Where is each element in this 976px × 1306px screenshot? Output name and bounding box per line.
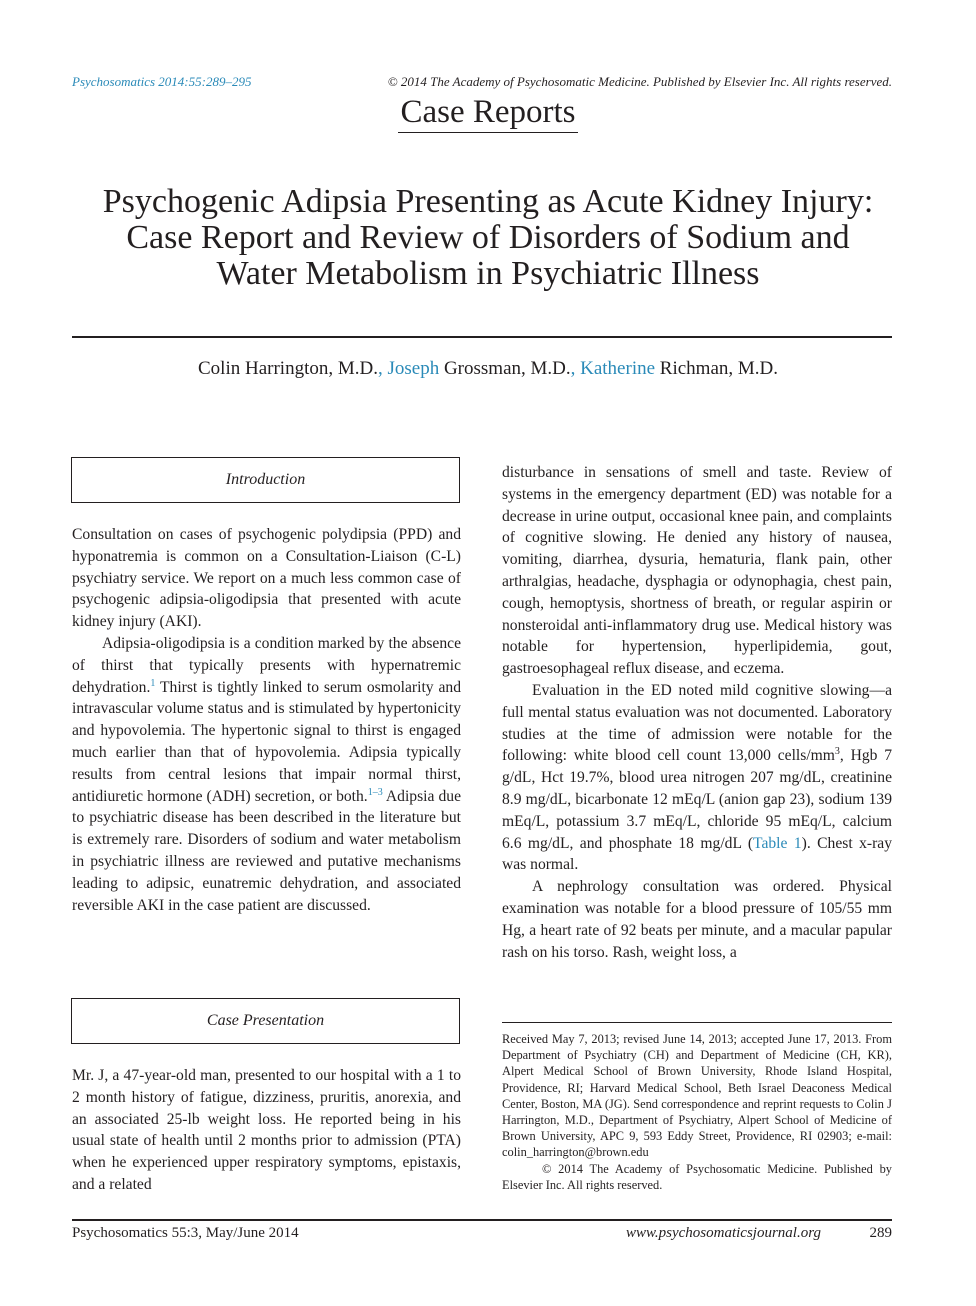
- case-paragraph-1: Mr. J, a 47-year-old man, presented to our hospital with a 1 to 2 month history of fatigue, dizziness, pruritis, anorexia, and an associated 25-lb weight loss. He reported being in his usual state of health until 2 months prior to admission (PTA) when he experienced upper respiratory symptoms, epistaxis, and a related: [72, 1067, 461, 1193]
- case-p2-text-c: ). Chest x-ray was normal.: [502, 834, 892, 874]
- article-footnote: [502, 1031, 892, 1193]
- footer-divider: [72, 1219, 892, 1221]
- page-number: 289: [869, 1225, 892, 1241]
- author-2-link[interactable]: Joseph: [387, 358, 440, 379]
- intro-p2-text-a: Adipsia-oligodipsia is a condition marked by the absence of thirst that typically presents with hypernatremic dehydration.: [72, 634, 461, 696]
- author-3-name: Richman, M.D.: [655, 358, 778, 379]
- superscript-3: 3: [834, 746, 840, 758]
- title-line-1: Psychogenic Adipsia Presenting as Acute Kidney Injury:: [102, 183, 874, 220]
- reference-1-link[interactable]: 1: [150, 677, 156, 689]
- intro-paragraph-1: Consultation on cases of psychogenic polydipsia (PPD) and hyponatremia is common on a Consultation-Liaison (C-L) psychiatry service. We report on a much less common case of psychogenic adipsia-oligodipsia that presented with acute kidney injury (AKI).: [72, 526, 461, 631]
- case-p2-text-a: Evaluation in the ED noted mild cognitive slowing—a full mental status evaluation was not documented. Laboratory studies at the time of admission were notable for the following: white blood cell count 13,000 cells/mm: [502, 681, 892, 765]
- reference-1-3-link[interactable]: 1–3: [367, 786, 383, 798]
- section-label-text: Case Reports: [398, 94, 577, 133]
- author-separator-1: ,: [377, 358, 388, 379]
- footer-citation: Psychosomatics 55:3, May/June 2014: [72, 1225, 299, 1241]
- case-presentation-body-right: [502, 462, 892, 963]
- intro-paragraph-2: [72, 633, 461, 916]
- intro-p2-text-c: Adipsia due to psychiatric disease has been described in the literature but is extremely rare. Disorders of sodium and water metabolism in psychiatric illness are reviewed and putative mechanisms leading to adipsic, eunatremic dehydration, and associated reversible AKI in the case patient are discussed.: [72, 787, 461, 914]
- case-p2-text-b: , Hgb 7 g/dL, Hct 19.7%, blood urea nitrogen 207 mg/dL, creatinine 8.9 mg/dL, bicarbonate 12 mEq/L (anion gap 23), sodium 139 mEq/L, potassium 3.7 mEq/L, chloride 95 mEq/L, calcium 6.6 mg/dL, and phosphate 18 mg/dL (: [502, 747, 892, 852]
- author-1: Colin Harrington, M.D.: [198, 358, 378, 379]
- case-presentation-body-left: [72, 1065, 461, 1196]
- section-label: [0, 92, 976, 132]
- author-list: [0, 358, 976, 380]
- table-1-link[interactable]: Table 1: [753, 834, 802, 852]
- case-paragraph-1-continued: disturbance in sensations of smell and taste. Review of systems in the emergency department (ED) was notable for a decrease in urine output, occasional knee pain, and complaints of cognitive slowing. He denied any history of nausea, vomiting, diarrhea, dysuria, hematuria, flank pain, other arthralgias, headache, dysphagia or odynophagia, chest pain, cough, hemoptysis, shortness of breath, or regular aspirin or nonsteroidal anti-inflammatory drug use. Medical history was notable for hypertension, hyperlipidemia, gout, gastroesophageal reflux disease, and eczema.: [502, 464, 892, 678]
- article-title: [50, 184, 926, 292]
- introduction-heading-box: [71, 457, 460, 503]
- case-paragraph-2: [502, 680, 892, 876]
- title-divider: [72, 336, 892, 338]
- journal-citation[interactable]: Psychosomatics 2014:55:289–295: [72, 74, 252, 89]
- case-presentation-heading-box: [71, 998, 460, 1044]
- introduction-heading: Introduction: [225, 471, 306, 488]
- introduction-body: [72, 524, 461, 916]
- author-separator-2: ,: [570, 358, 581, 379]
- case-presentation-heading: Case Presentation: [206, 1012, 325, 1029]
- author-3-link[interactable]: Katherine: [580, 358, 656, 379]
- header-copyright: © 2014 The Academy of Psychosomatic Medicine. Published by Elsevier Inc. All rights reserved.: [387, 74, 892, 89]
- title-line-2: Case Report and Review of Disorders of Sodium and: [126, 219, 850, 256]
- journal-website-link[interactable]: www.psychosomaticsjournal.org: [626, 1225, 822, 1241]
- case-paragraph-3: A nephrology consultation was ordered. Physical examination was notable for a blood pressure of 105/55 mm Hg, a heart rate of 92 beats per minute, and a macular papular rash on his torso. Rash, weight loss, a: [502, 878, 892, 961]
- author-2-name: Grossman, M.D.: [439, 358, 571, 379]
- footnote-divider: [502, 1022, 892, 1023]
- title-line-3: Water Metabolism in Psychiatric Illness: [216, 255, 760, 292]
- intro-p2-text-b: Thirst is tightly linked to serum osmolarity and intravascular volume status and is stimulated by hypertonicity and hypovolemia. The hypertonic signal to thirst is engaged much earlier than that of hypovolemia. Adipsia typically results from central lesions that impair normal thirst, antidiuretic hormone (ADH) secretion, or both.: [72, 678, 461, 805]
- footnote-received-affiliations: Received May 7, 2013; revised June 14, 2013; accepted June 17, 2013. From Department of Psychiatry (CH) and Department of Medicine (CH, KR), Alpert Medical School of Brown University, Rhode Island Hospital, Providence, RI; Harvard Medical School, Beth Israel Deaconess Medical Center, Boston, MA (JG). Send correspondence and reprint requests to Colin J Harrington, M.D., Department of Psychiatry, Alpert School of Medicine of Brown University, APC 9, 593 Eddy Street, Providence, RI 02903; e-mail: colin_harrington@brown.edu: [502, 1032, 892, 1160]
- footnote-copyright: © 2014 The Academy of Psychosomatic Medicine. Published by Elsevier Inc. All rights reserved.: [502, 1161, 892, 1192]
